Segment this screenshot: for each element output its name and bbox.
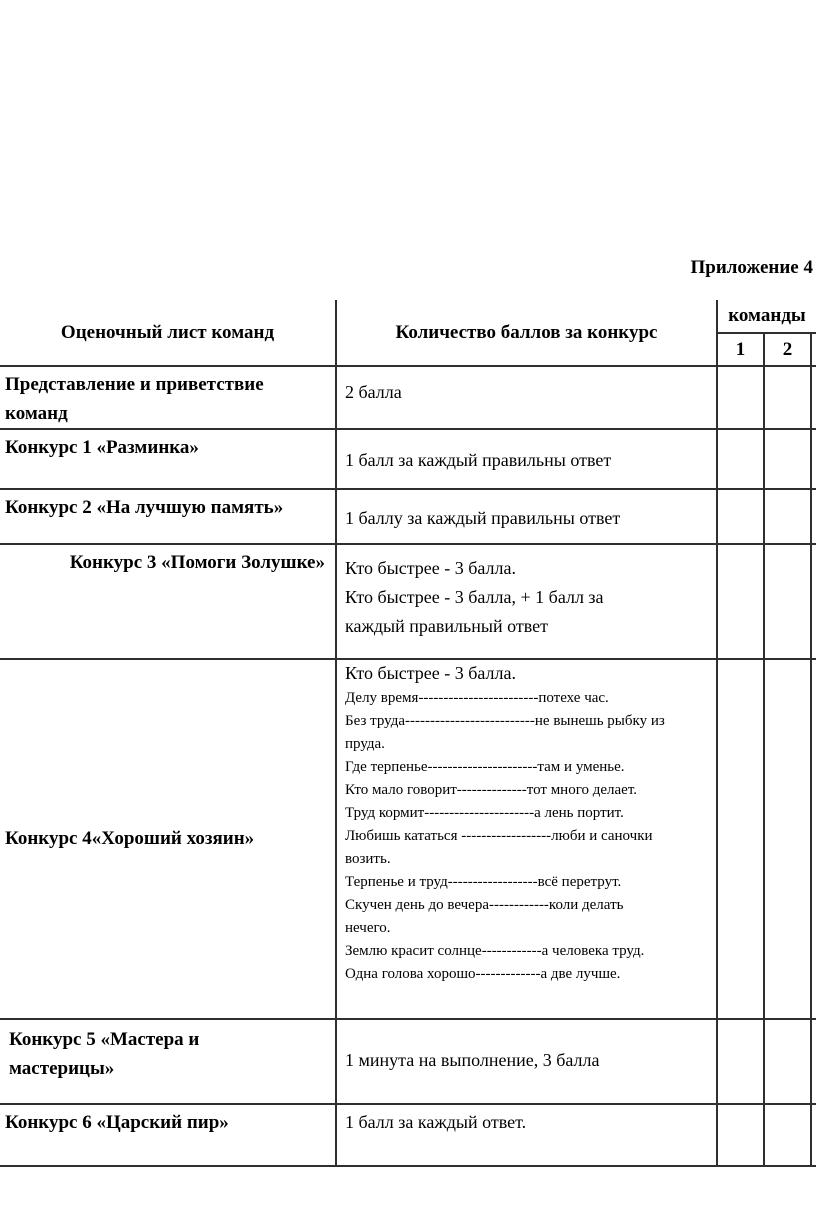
team2-score-cell — [765, 658, 810, 1018]
team2-score-cell — [765, 365, 810, 428]
score-line: Кто быстрее - 3 балла, + 1 балл за каждый правильный ответ — [345, 587, 604, 636]
team3-score-cell — [812, 1018, 816, 1103]
team1-score-cell — [718, 1103, 763, 1165]
proverb-line: Делу время------------------------потехе час. — [345, 690, 609, 706]
header-points-title: Количество баллов за конкурс — [395, 321, 658, 343]
team2-score-cell — [765, 1103, 810, 1165]
team1-score-cell — [718, 658, 763, 1018]
proverb-list — [345, 687, 667, 986]
row-name-contest-3: Конкурс 3 «Помоги Золушке» — [69, 552, 325, 573]
table-row — [0, 543, 816, 658]
row-name-contest-4: Конкурс 4«Хороший хозяин» — [5, 827, 255, 849]
team3-score-cell — [812, 1103, 816, 1165]
proverb-line: Землю красит солнце------------а человека труд. — [345, 943, 645, 959]
team1-score-cell — [718, 365, 763, 428]
row-score-contest-5: 1 минута на выполнение, 3 балла — [345, 1050, 600, 1070]
row-name-contest-1: Конкурс 1 «Разминка» — [5, 437, 199, 458]
team2-score-cell — [765, 428, 810, 488]
row-name-contest-2: Конкурс 2 «На лучшую память» — [5, 497, 284, 518]
score-line: Кто быстрее - 3 балла. — [345, 558, 517, 578]
row-score-contest-2: 1 баллу за каждый правильны ответ — [345, 508, 621, 528]
team3-score-cell — [812, 658, 816, 1018]
row-name-contest-6: Конкурс 6 «Царский пир» — [5, 1112, 229, 1133]
table-row — [0, 1018, 816, 1103]
team1-score-cell — [718, 488, 763, 543]
team3-score-cell — [812, 488, 816, 543]
team1-score-cell — [718, 1018, 763, 1103]
row-score-contest-3 — [345, 543, 660, 658]
team3-score-cell — [812, 543, 816, 658]
team1-score-cell — [718, 543, 763, 658]
header-teams-label: команды — [728, 305, 806, 326]
team1-score-cell — [718, 428, 763, 488]
row-name-greeting: Представление и приветствие команд — [5, 374, 264, 424]
row-name-contest-5: Конкурс 5 «Мастера и мастерицы» — [9, 1029, 200, 1079]
team3-score-cell — [812, 428, 816, 488]
row-score-contest-1: 1 балл за каждый правильны ответ — [345, 450, 612, 470]
header-sheet-title: Оценочный лист команд — [60, 321, 275, 343]
header-team-2: 2 — [782, 338, 793, 360]
proverb-line: Кто мало говорит--------------тот много делает. — [345, 782, 638, 798]
proverb-line: Одна голова хорошо-------------а две лучше. — [345, 966, 621, 982]
appendix-label: Приложение 4 — [690, 257, 813, 278]
team3-score-cell — [812, 365, 816, 428]
table-border — [0, 1165, 816, 1167]
proverb-line: Любишь кататься ------------------люби и саночки возить. — [345, 828, 653, 867]
table-row — [0, 1103, 816, 1165]
proverb-line: Скучен день до вечера------------коли делать нечего. — [345, 897, 624, 936]
proverb-line: Труд кормит----------------------а лень портит. — [345, 805, 624, 821]
table-row — [0, 488, 816, 543]
table-row — [0, 365, 816, 428]
table-row — [0, 658, 816, 1018]
score-intro: Кто быстрее - 3 балла. — [345, 663, 517, 683]
table-row — [0, 428, 816, 488]
team2-score-cell — [765, 1018, 810, 1103]
row-score-greeting: 2 балла — [345, 382, 402, 402]
row-score-contest-6: 1 балл за каждый ответ. — [345, 1112, 527, 1132]
proverb-line: Без труда--------------------------не вынешь рыбку из пруда. — [345, 713, 665, 752]
team2-score-cell — [765, 543, 810, 658]
proverb-line: Где терпенье----------------------там и уменье. — [345, 759, 625, 775]
row-score-contest-4 — [345, 658, 703, 1018]
header-team-1: 1 — [735, 338, 746, 360]
proverb-line: Терпенье и труд------------------всё перетрут. — [345, 874, 622, 890]
team2-score-cell — [765, 488, 810, 543]
